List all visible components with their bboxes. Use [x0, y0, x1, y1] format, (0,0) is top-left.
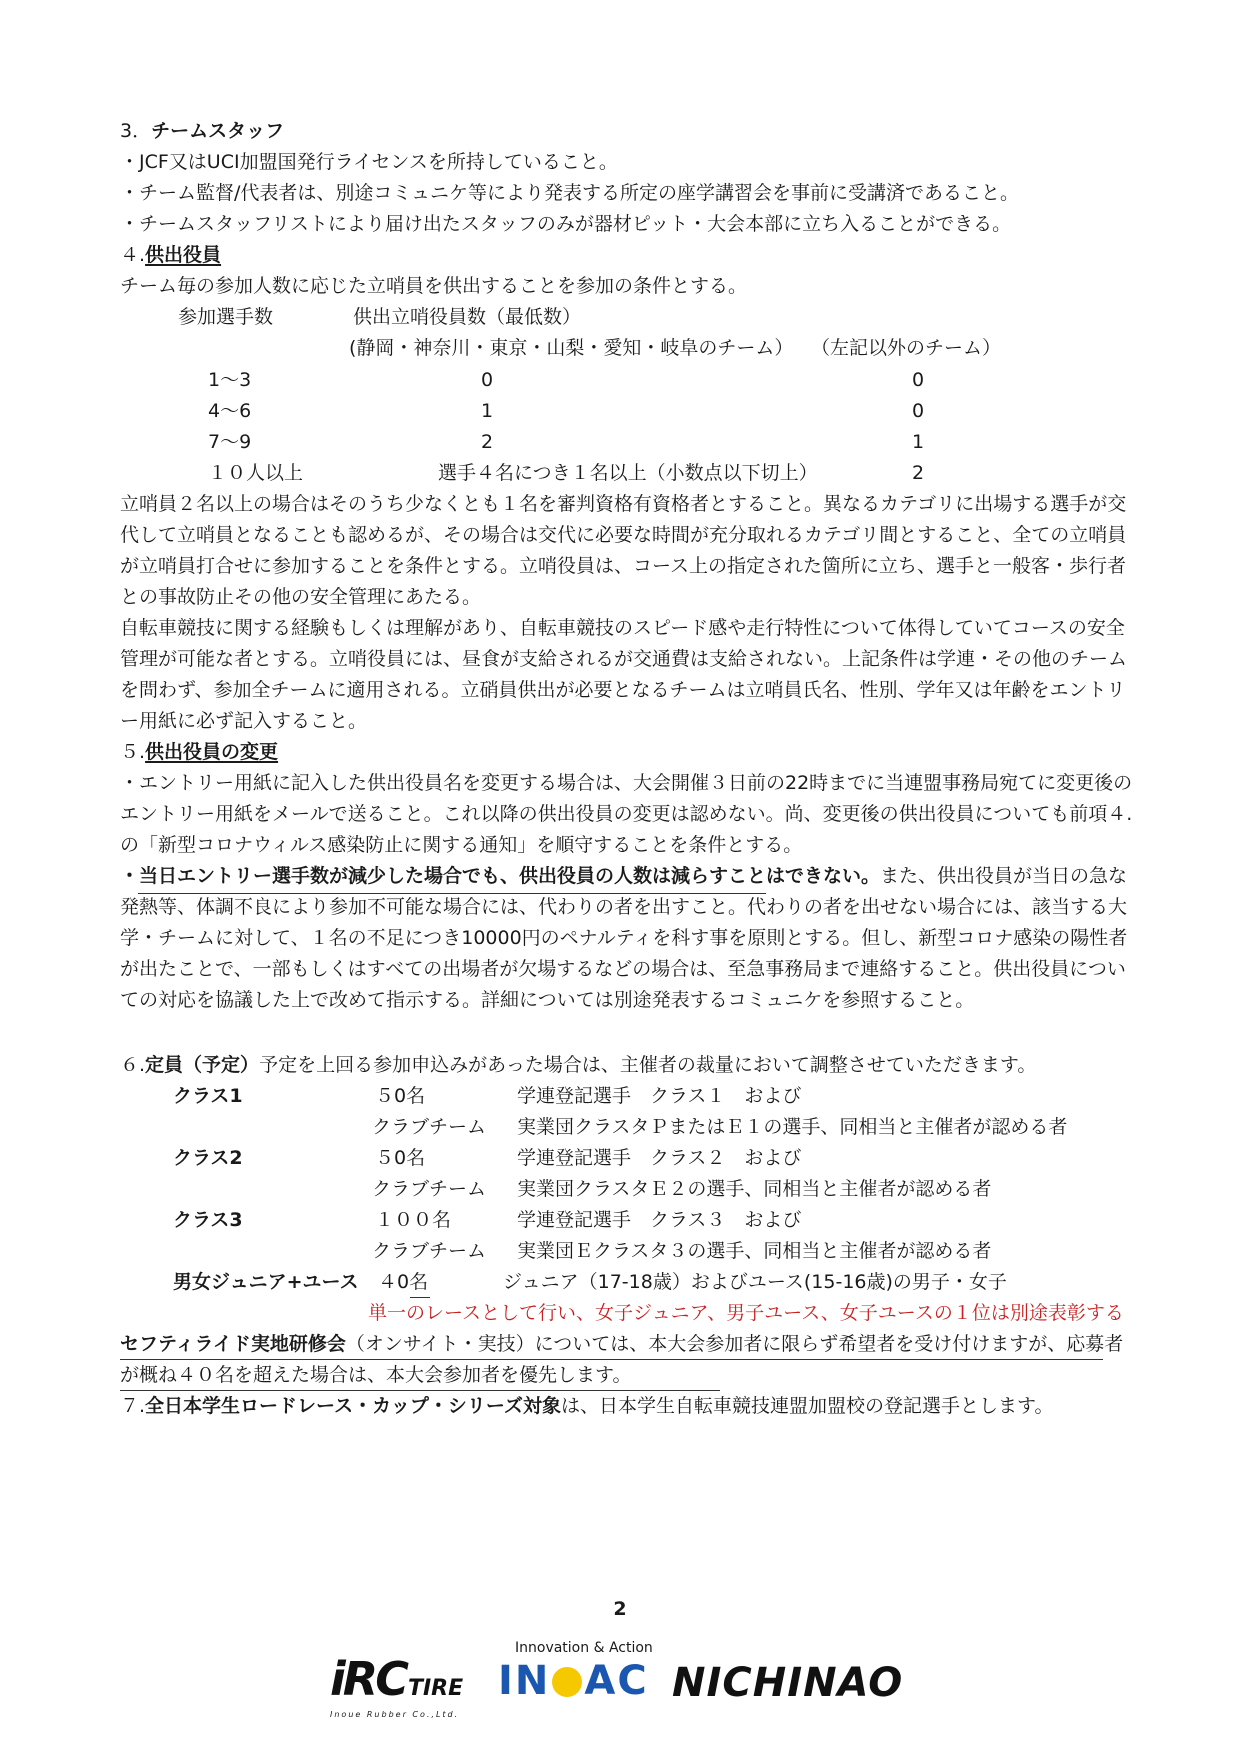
junior-note: 単一のレースとして行い、女子ジュニア、男子ユース、女子ユースの１位は別途表彰する [368, 1302, 1124, 1324]
paragraph-line: 学・チームに対して、１名の不足につき10000円のペナルティを科す事を原則とする。但し、新型コロナ感染の陽性者 [120, 927, 1128, 949]
paragraph-line: ー用紙に必ず記入すること。 [120, 710, 368, 732]
class-sub: クラブチーム [372, 1116, 487, 1138]
text-run: （オンサイト・実技）については、本大会参加者に限らず希望者を受け付けますが、応募者 [345, 1333, 1124, 1355]
class-desc: 学連登記選手 クラス３ および [517, 1209, 802, 1231]
list-item: ・チームスタッフリストにより届け出たスタッフのみが器材ピット・大会本部に立ち入ることができる。 [120, 213, 1012, 235]
table-cell: 2 [912, 462, 925, 484]
list-item: ・JCF又はUCI加盟国発行ライセンスを所持していること。 [120, 151, 618, 173]
paragraph-line: 立哨員２名以上の場合はそのうち少なくとも１名を審判資格有資格者とすること。異なるカテゴリに出場する選手が交 [120, 493, 1127, 515]
section-5-heading [120, 737, 278, 767]
table-cell: 0 [912, 369, 925, 391]
irc-tire-logo [330, 1652, 463, 1706]
class-name: クラス2 [173, 1147, 243, 1169]
col-header-staff: 供出立哨役員数（最低数） [353, 306, 582, 328]
table-cell: 1 [912, 431, 925, 453]
section-intro: チーム毎の参加人数に応じた立哨員を供出することを参加の条件とする。 [120, 275, 748, 297]
text-run: は、日本学生自転車競技連盟加盟校の登記選手とします。 [560, 1395, 1054, 1417]
paragraph-line: 自転車競技に関する経験もしくは理解があり、自転車競技のスピード感や走行特性について体得していてコースの安全 [120, 617, 1125, 639]
nichinao-logo: NICHINAO [672, 1660, 904, 1706]
table-cell: 0 [912, 400, 925, 422]
class-desc: 実業団Ｅクラスタ３の選手、同相当と主催者が認める者 [517, 1240, 992, 1262]
paragraph-line: の「新型コロナウィルス感染防止に関する通知」を順守することを条件とする。 [120, 834, 803, 856]
class-desc: 実業団クラスタＰまたはＥ１の選手、同相当と主催者が認める者 [517, 1116, 1068, 1138]
section-title: 定員（予定） [145, 1054, 260, 1076]
paragraph-line: との事故防止その他の安全管理にあたる。 [120, 586, 482, 608]
paragraph-line [120, 861, 1127, 891]
section-title: 全日本学生ロードレース・カップ・シリーズ対象 [145, 1395, 561, 1417]
paragraph-line: 発熱等、体調不良により参加不可能な場合には、代わりの者を出すこと。代わりの者を出せない場合には、該当する大 [120, 896, 1128, 918]
page-number: 2 [613, 1598, 627, 1620]
section-number: ５. [120, 741, 146, 763]
sub-header-region: (静岡・神奈川・東京・山梨・愛知・岐阜のチーム） [349, 337, 794, 359]
class-capacity: １００名 [375, 1209, 452, 1231]
class-desc: 実業団クラスタＥ２の選手、同相当と主催者が認める者 [517, 1178, 992, 1200]
section-title: 供出役員の変更 [145, 741, 279, 763]
irc-logo-text: iRC [330, 1652, 406, 1706]
table-cell: 4～6 [208, 400, 252, 422]
section-number: ４. [120, 244, 146, 266]
col-header-participants: 参加選手数 [178, 306, 274, 328]
class-desc: 学連登記選手 クラス２ および [517, 1147, 802, 1169]
list-item: ・チーム監督/代表者は、別途コミュニケ等により発表する所定の座学講習会を事前に受講済であること。 [120, 182, 1020, 204]
section-title: 供出役員 [145, 244, 222, 266]
class-desc: 学連登記選手 クラス１ および [517, 1085, 802, 1107]
table-cell: 選手４名につき１名以上（小数点以下切上） [438, 462, 818, 484]
class-sub: クラブチーム [372, 1178, 487, 1200]
class-capacity: ５0名 [375, 1085, 426, 1107]
sub-header-other: （左記以外のチーム） [811, 337, 1002, 359]
class-name: 男女ジュニア+ユース [173, 1271, 359, 1293]
sponsor-logos [0, 1640, 1240, 1730]
table-cell: 2 [481, 431, 494, 453]
table-cell: 0 [481, 369, 494, 391]
safety-ride-line [120, 1329, 1123, 1359]
class-name: クラス3 [173, 1209, 243, 1231]
paragraph-line: エントリー用紙をメールで送ること。これ以降の供出役員の変更は認めない。尚、変更後の供出役員についても前項４. [120, 803, 1133, 825]
emphasis-text: ・当日エントリー選手数が減少した場合でも、供出役員の人数は減らすことはできない。 [120, 865, 881, 887]
section-4-heading [120, 240, 221, 270]
text-run: また、供出役員が当日の急な [880, 865, 1128, 887]
class-sub: クラブチーム [372, 1240, 487, 1262]
section-number: 3． [120, 120, 152, 142]
paragraph-line: が概ね４０名を超えた場合は、本大会参加者を優先します。 [120, 1364, 632, 1386]
table-cell: 1～3 [208, 369, 252, 391]
inoac-tagline: Innovation & Action [515, 1640, 653, 1656]
table-cell: 7～9 [208, 431, 252, 453]
section-title: チームスタッフ [151, 120, 285, 142]
class-capacity: ５0名 [375, 1147, 426, 1169]
class-name: クラス1 [173, 1085, 243, 1107]
paragraph-line: 代して立哨員となることも認めるが、その場合は交代に必要な時間が充分取れるカテゴリ間とすること、全ての立哨員 [120, 524, 1127, 546]
text-run: 予定を上回る参加申込みがあった場合は、主催者の裁量において調整させていただきます。 [259, 1054, 1037, 1076]
paragraph-line: ・エントリー用紙に記入した供出役員名を変更する場合は、大会開催３日前の22時までに当連盟事務局宛てに変更後の [120, 772, 1133, 794]
table-cell: 1 [481, 400, 494, 422]
inoac-logo-text: IN [498, 1658, 551, 1704]
paragraph-line: ての対応を協議した上で改めて指示する。詳細については別途発表するコミュニケを参照すること。 [120, 989, 975, 1011]
paragraph-line: 管理が可能な者とする。立哨役員には、昼食が支給されるが交通費は支給されない。上記条件は学連・その他のチーム [120, 648, 1128, 670]
section-6-heading [120, 1050, 1036, 1080]
section-number: ６. [120, 1054, 146, 1076]
paragraph-line: を問わず、参加全チームに適用される。立硝員供出が必要となるチームは立哨員氏名、性別、学年又は年齢をエントリ [120, 679, 1126, 701]
section-3-heading [120, 116, 284, 146]
inoac-logo [498, 1658, 649, 1704]
class-capacity: ４0名 [378, 1271, 429, 1293]
class-desc: ジュニア（17-18歳）およびユース(15-16歳)の男子・女子 [503, 1271, 1007, 1293]
table-cell: １０人以上 [208, 462, 304, 484]
irc-company-name: Inoue Rubber Co.,Ltd. [330, 1710, 460, 1719]
inoac-o-mark [552, 1667, 582, 1697]
irc-logo-subtext: TIRE [407, 1676, 464, 1701]
emphasis-text: セフティライド実地研修会 [120, 1333, 346, 1355]
inoac-logo-text: AC [584, 1658, 649, 1704]
paragraph-line: が出たことで、一部もしくはすべての出場者が欠場するなどの場合は、至急事務局まで連絡すること。供出役員につい [120, 958, 1126, 980]
section-number: ７. [120, 1395, 146, 1417]
section-7-heading [120, 1391, 1053, 1421]
paragraph-line: が立哨員打合せに参加することを条件とする。立哨役員は、コース上の指定された箇所に立ち、選手と一般客・歩行者 [120, 555, 1127, 577]
